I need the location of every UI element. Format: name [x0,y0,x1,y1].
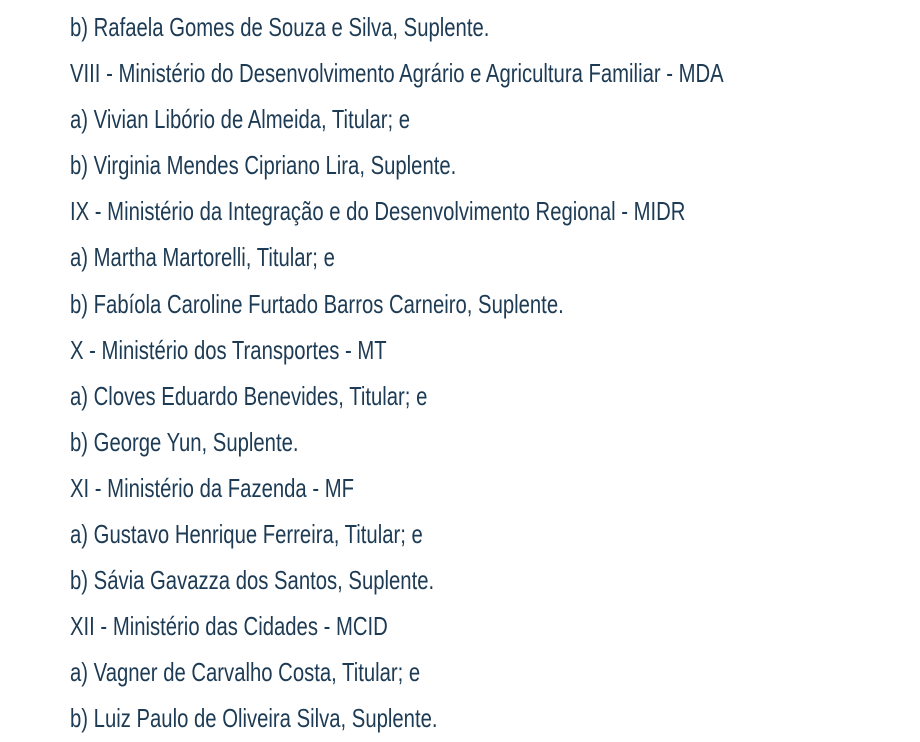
document-line-section-heading: XII - Ministério das Cidades - MCID [70,611,388,642]
document-line-section-heading: VIII - Ministério do Desenvolvimento Agrário e Agricultura Familiar - MDA [70,58,724,89]
document-line: b) Rafaela Gomes de Souza e Silva, Suplente. [70,12,490,42]
document-text-block [70,4,920,742]
document-line: a) Cloves Eduardo Benevides, Titular; e [70,380,428,411]
document-line: a) Gustavo Henrique Ferreira, Titular; e [70,519,423,550]
document-line: b) Fabíola Caroline Furtado Barros Carneiro, Suplente. [70,288,564,319]
document-line: b) Sávia Gavazza dos Santos, Suplente. [70,565,435,596]
document-line: b) George Yun, Suplente. [70,426,299,457]
document-line: b) Virginia Mendes Cipriano Lira, Suplente. [70,150,457,181]
document-line-section-heading: XI - Ministério da Fazenda - MF [70,472,355,503]
document-line-section-heading: X - Ministério dos Transportes - MT [70,334,387,365]
document-line: a) Vivian Libório de Almeida, Titular; e [70,104,411,135]
document-line-section-heading: IX - Ministério da Integração e do Desenvolvimento Regional - MIDR [70,196,686,227]
document-line: a) Martha Martorelli, Titular; e [70,242,335,273]
document-line: a) Vagner de Carvalho Costa, Titular; e [70,657,421,688]
document-line: b) Luiz Paulo de Oliveira Silva, Suplente. [70,703,438,734]
